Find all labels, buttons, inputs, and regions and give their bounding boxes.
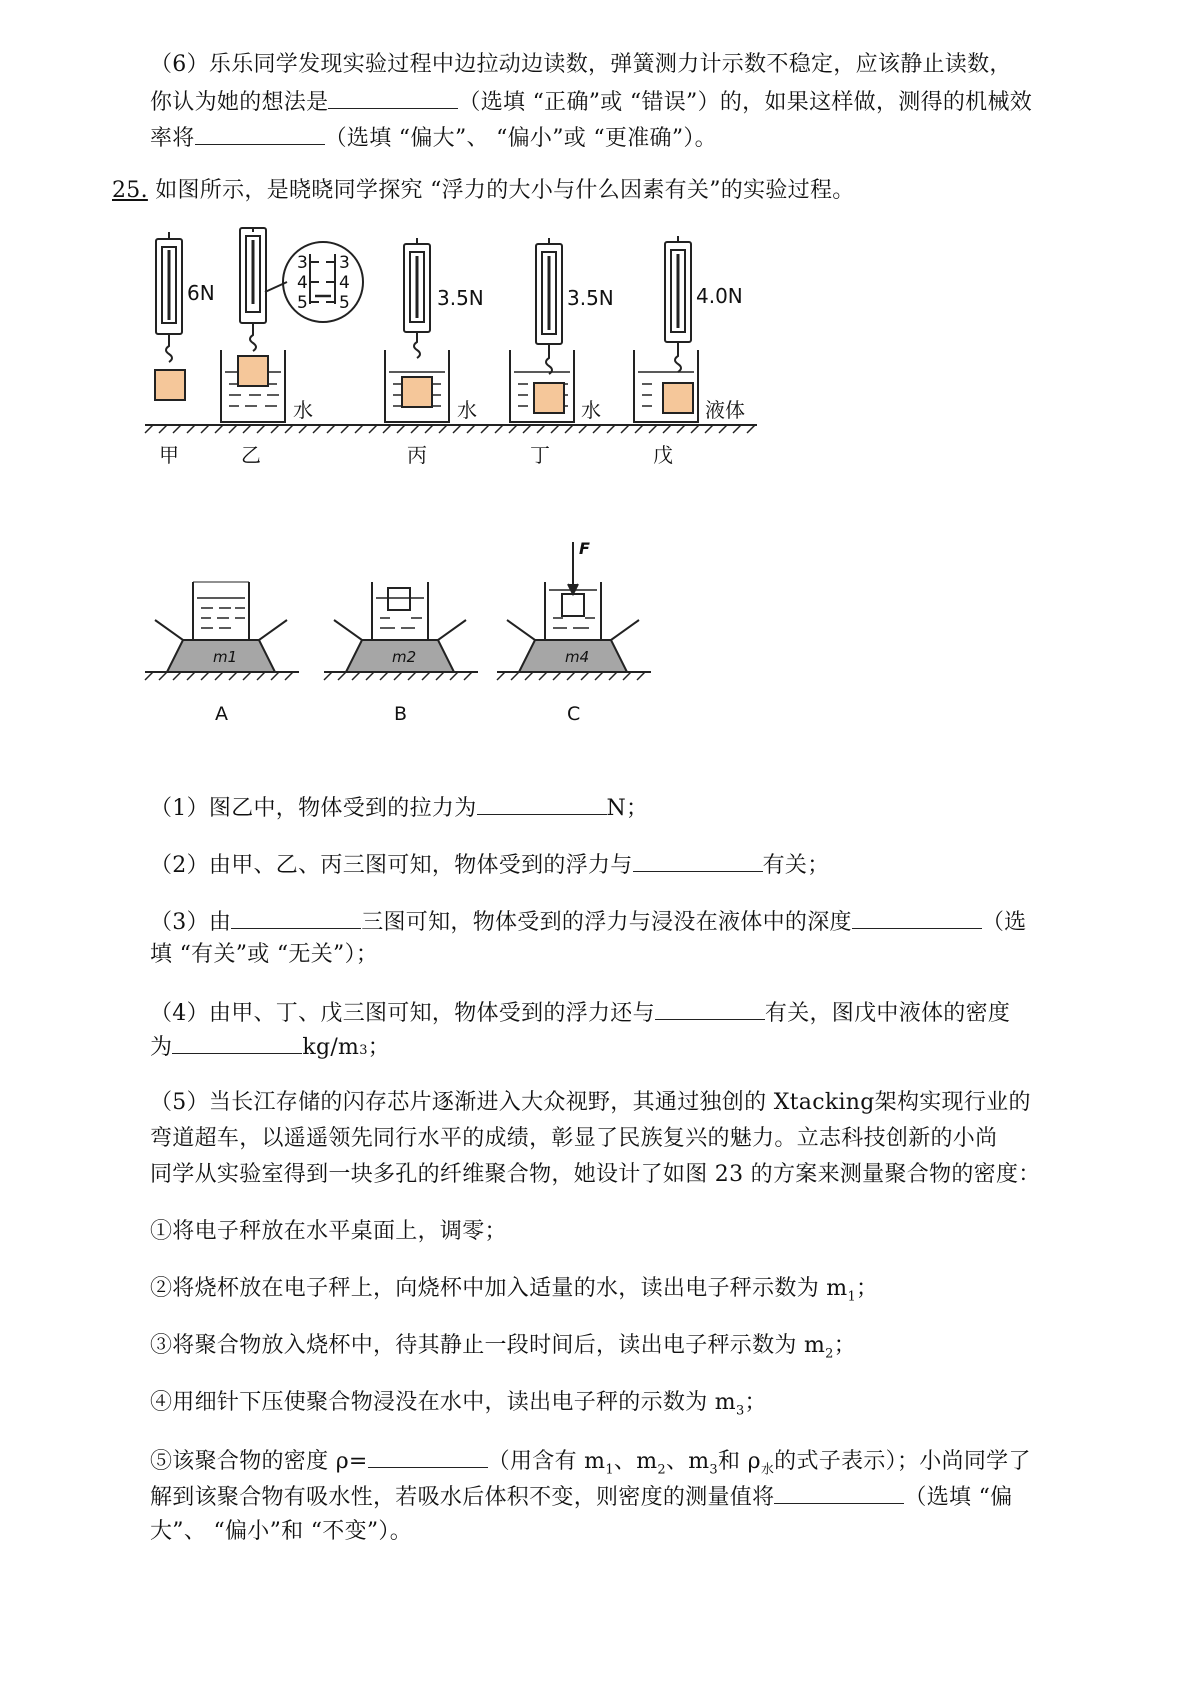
step-5-line-3: [150, 1517, 412, 1547]
subq-5-line-3: [150, 1160, 1041, 1190]
step-text: 的式子表示）；小尚同学了: [774, 1449, 1031, 1474]
reading-jia: 6N: [187, 281, 215, 305]
subscript: 3: [709, 1462, 718, 1478]
label-a: A: [215, 703, 228, 725]
q24-text: 你认为她的想法是: [150, 90, 329, 115]
subq-text: 同学从实验室得到一块多孔的纤维聚合物，她设计了如图 23 的方案来测量聚合物的密度：: [150, 1162, 1041, 1187]
unit-exponent: 3: [359, 1043, 368, 1058]
step-5-line-2: [150, 1481, 1012, 1513]
ground-hatch: [145, 672, 645, 680]
subq-text: 有关，图戊中液体的密度: [764, 1001, 1011, 1026]
subq-5-line-1: [150, 1088, 1031, 1118]
label-ding: 丁: [530, 443, 550, 467]
step-text: 大”、 “偏小”和 “不变”）。: [150, 1519, 413, 1544]
step-text: 和 ρ: [718, 1449, 761, 1474]
subscript: 2: [657, 1462, 666, 1478]
subq-3-line-1: [150, 906, 1026, 938]
answer-blank[interactable]: [231, 906, 361, 929]
setup-ding: [510, 238, 574, 422]
step-text: ①将电子秤放在水平桌面上，调零；: [150, 1219, 507, 1244]
step-1: [150, 1217, 507, 1247]
force-label: F: [579, 539, 590, 558]
step-text: 、m: [665, 1449, 710, 1474]
step-text: ④用细针下压使聚合物浸没在水中，读出电子秤的示数为 m: [150, 1390, 736, 1415]
q24-text: （选填 “偏大”、 “偏小”或 “更准确”）。: [324, 126, 717, 151]
step-2: [150, 1274, 878, 1312]
density-measurement-figure: [145, 539, 705, 740]
q24-line-2: [150, 86, 1032, 118]
subq-text: 填 “有关”或 “无关”）；: [150, 942, 379, 967]
subq-text: （选: [981, 910, 1027, 935]
object-block: [238, 356, 268, 386]
object-block: [155, 370, 185, 400]
reading-ding: 3.5N: [567, 286, 614, 310]
subq-text: 有关；: [762, 853, 830, 878]
subq-4-line-2: [150, 1031, 390, 1066]
setup-wu: [634, 236, 698, 422]
polymer-block: [388, 588, 410, 610]
q24-text: （选填 “正确”或 “错误”）的，如果这样做，测得的机械效: [458, 90, 1033, 115]
object-block: [402, 377, 432, 407]
label-wu: 戊: [653, 443, 673, 467]
step-4: [150, 1388, 767, 1426]
subq-3-line-2: [150, 940, 378, 970]
polymer-block: [562, 594, 584, 616]
subscript: 3: [735, 1403, 745, 1419]
step-text: ；: [856, 1276, 879, 1301]
q24-line-1: [150, 50, 1012, 80]
q24-text: （6）乐乐同学发现实验过程中边拉动边读数，弹簧测力计示数不稳定，应该静止读数，: [150, 52, 1012, 77]
step-text: ③将聚合物放入烧杯中，待其静止一段时间后，读出电子秤示数为 m: [150, 1333, 826, 1358]
step-5-line-1: [150, 1445, 1031, 1485]
subq-5-line-2: [150, 1124, 997, 1154]
buoyancy-experiment-figure: [145, 232, 825, 502]
scale-mark-right: 3: [339, 253, 350, 273]
question-number: 25.: [112, 178, 148, 203]
setup-jia: [155, 232, 185, 400]
q24-text: 率将: [150, 126, 195, 151]
scale-mark-left: 4: [297, 273, 308, 293]
subq-1: [150, 792, 648, 824]
step-text: ；: [744, 1390, 767, 1415]
answer-blank[interactable]: [774, 1481, 904, 1504]
answer-blank[interactable]: [633, 849, 763, 872]
subq-2: [150, 849, 830, 881]
subq-text: （1）图乙中，物体受到的拉力为: [150, 796, 477, 821]
mass-label-b: m2: [392, 648, 417, 666]
subq-text: N；: [606, 796, 649, 821]
step-text: （用含有 m: [487, 1449, 606, 1474]
setup-bing: [385, 238, 449, 422]
answer-blank[interactable]: [655, 997, 765, 1020]
step-text: ②将烧杯放在电子秤上，向烧杯中加入适量的水，读出电子秤示数为 m: [150, 1276, 848, 1301]
reading-bing: 3.5N: [437, 286, 484, 310]
subq-text: 弯道超车，以遥遥领先同行水平的成绩，彰显了民族复兴的魅力。立志科技创新的小尚: [150, 1126, 998, 1151]
subq-text: 三图可知，物体受到的浮力与浸没在液体中的深度: [361, 910, 852, 935]
subscript: 1: [605, 1462, 614, 1478]
label-yi: 乙: [241, 443, 261, 467]
answer-blank[interactable]: [368, 1445, 488, 1468]
subq-text: （3）由: [150, 910, 232, 935]
scale-mark-right: 4: [339, 273, 350, 293]
question-intro: 如图所示，是晓晓同学探究 “浮力的大小与什么因素有关”的实验过程。: [155, 178, 855, 203]
label-bing: 丙: [407, 443, 427, 467]
object-block: [663, 383, 693, 413]
subscript: 1: [847, 1289, 857, 1305]
liquid-label-yi: 水: [293, 398, 313, 422]
scale-mark-left: 5: [297, 293, 308, 313]
answer-blank[interactable]: [328, 86, 458, 109]
label-c: C: [567, 703, 581, 725]
scale-mark-right: 5: [339, 293, 350, 313]
subscript: 2: [825, 1346, 834, 1362]
scale-magnifier: [283, 242, 363, 322]
answer-blank[interactable]: [195, 122, 325, 145]
step-text: 解到该聚合物有吸水性，若吸水后体积不变，则密度的测量值将: [150, 1485, 775, 1510]
liquid-label-wu: 液体: [705, 398, 745, 422]
answer-blank[interactable]: [477, 792, 607, 815]
step-text: ；: [833, 1333, 857, 1358]
q25-heading: [112, 176, 855, 206]
label-b: B: [394, 703, 408, 725]
subscript: 水: [760, 1462, 775, 1478]
answer-blank[interactable]: [852, 906, 982, 929]
answer-blank[interactable]: [172, 1031, 302, 1054]
subq-text: ；: [367, 1035, 391, 1060]
q24-line-3: [150, 122, 717, 154]
subq-4-line-1: [150, 997, 1010, 1029]
object-block: [534, 383, 564, 413]
mass-label-c: m4: [565, 648, 590, 666]
subq-text: （5）当长江存储的闪存芯片逐渐进入大众视野，其通过独创的 Xtacking架构实现行业的: [150, 1090, 1031, 1115]
mass-label-a: m1: [213, 648, 238, 666]
reading-wu: 4.0N: [696, 284, 743, 308]
label-jia: 甲: [159, 443, 179, 467]
subq-text: （4）由甲、丁、戊三图可知，物体受到的浮力还与: [150, 1001, 655, 1026]
step-3: [150, 1331, 856, 1369]
step-text: ⑤该聚合物的密度 ρ=: [150, 1449, 368, 1474]
ground-hatch: [145, 425, 755, 433]
subq-text: 为: [150, 1035, 173, 1060]
subq-text: （2）由甲、乙、丙三图可知，物体受到的浮力与: [150, 853, 633, 878]
liquid-label-bing: 水: [457, 398, 477, 422]
scale-mark-left: 3: [297, 253, 308, 273]
step-text: 、m: [613, 1449, 658, 1474]
step-text: （选填 “偏: [904, 1485, 1013, 1510]
liquid-label-ding: 水: [581, 398, 601, 422]
unit-text: kg/m: [302, 1035, 360, 1060]
